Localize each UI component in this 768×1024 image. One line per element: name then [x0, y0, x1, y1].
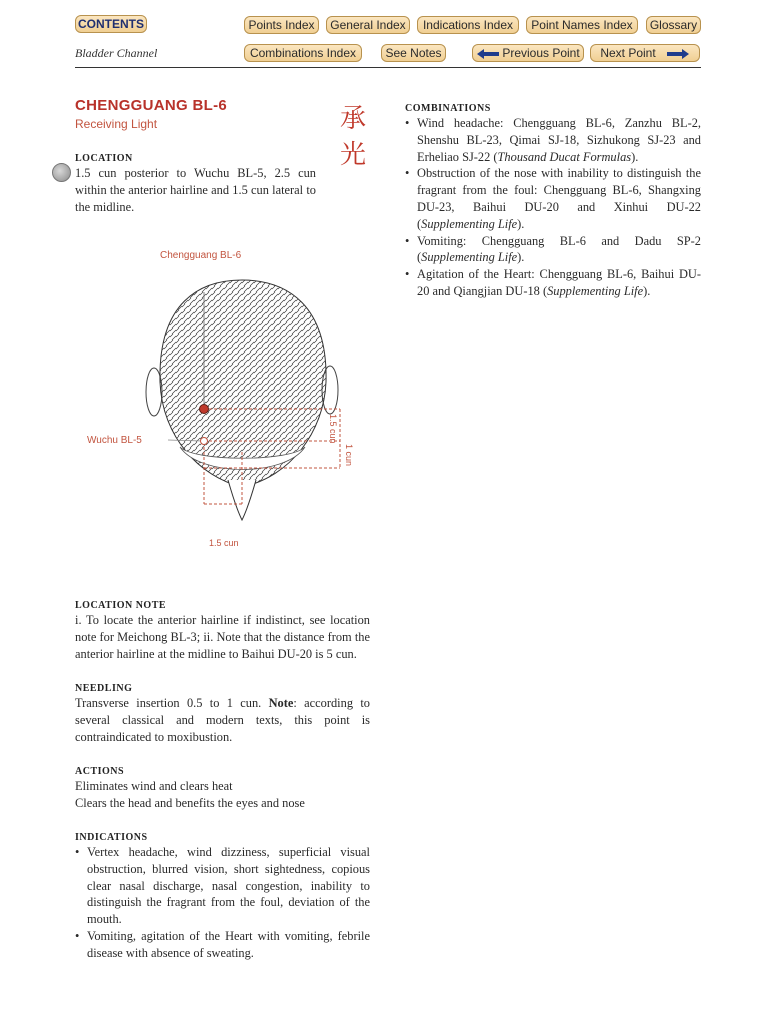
combination-item: • Agitation of the Heart: Chengguang BL-6, Baihui DU-20 and Qiangjian DU-18 (Supplementing Life). — [405, 266, 701, 300]
header-divider — [75, 67, 701, 68]
location-note-text: i. To locate the anterior hairline if indistinct, see location note for Meichong BL-3; ii. Note that the distance from the anterior hairline at the midline to Baihui DU-20 is 5 cun. — [75, 613, 370, 661]
combination-source: Supplementing Life — [421, 216, 518, 231]
wuchu-point-marker — [201, 438, 208, 445]
indication-item: • Vomiting, agitation of the Heart with vomiting, febrile disease with absence of sweating. — [75, 928, 370, 962]
chinese-name — [333, 101, 373, 173]
diagram-label-1-cun: 1 cun — [344, 444, 354, 467]
diagram-label-wuchu: Wuchu BL-5 — [87, 435, 142, 446]
combinations-index-button[interactable]: Combinations Index — [244, 44, 362, 62]
previous-point-button[interactable] — [472, 44, 584, 62]
combinations-list — [405, 115, 701, 300]
needling-text-before: Transverse insertion 0.5 to 1 cun. — [75, 696, 269, 710]
location-text: 1.5 cun posterior to Wuchu BL-5, 2.5 cun within the anterior hairline and 1.5 cun lateral to the midline. — [75, 166, 316, 214]
see-notes-button[interactable]: See Notes — [381, 44, 446, 62]
arrow-left-icon — [476, 48, 500, 60]
needling-note-label: Note — [268, 696, 294, 710]
channel-label: Bladder Channel — [75, 46, 158, 60]
indication-item: • Vertex headache, wind dizziness, superficial visual obstruction, blurred vision, short sightedness, copious clear nasal discharge, nasal congestion, inability to distinguish the fragrant from the foul, deviation of the mouth. — [75, 844, 370, 928]
combination-item: • Vomiting: Chengguang BL-6 and Dadu SP-2 (Supplementing Life). — [405, 233, 701, 267]
diagram-label-1-5-cun-horizontal: 1.5 cun — [209, 538, 239, 548]
next-point-label: Next Point — [600, 46, 656, 60]
point-title: CHENGGUANG BL-6 — [75, 97, 228, 114]
needling-text — [75, 695, 370, 745]
contents-button[interactable]: CONTENTS — [75, 15, 147, 33]
action-item: Clears the head and benefits the eyes and nose — [75, 795, 305, 810]
actions-list — [75, 778, 370, 812]
combinations-heading: COMBINATIONS — [405, 103, 491, 114]
location-audio-icon[interactable] — [52, 163, 71, 182]
combination-source: Supplementing Life — [547, 283, 644, 298]
general-index-button[interactable]: General Index — [326, 16, 410, 34]
diagram-label-chengguang: Chengguang BL-6 — [160, 250, 242, 261]
actions-heading: ACTIONS — [75, 766, 125, 777]
combination-source: Supplementing Life — [421, 250, 518, 265]
chengguang-point-marker — [200, 405, 209, 414]
head-diagram — [140, 262, 440, 562]
indications-list — [75, 844, 370, 962]
needling-text-after: : according to several classical and modern texts, this point is contraindicated to moxibustion. — [75, 696, 370, 744]
point-subtitle: Receiving Light — [75, 117, 158, 131]
arrow-right-icon — [666, 48, 690, 60]
combination-source: Thousand Ducat Formulas — [497, 149, 632, 164]
indications-heading: INDICATIONS — [75, 832, 148, 843]
skull — [160, 280, 326, 487]
chinese-char-1: 承 — [339, 104, 366, 133]
combination-item: • Wind headache: Chengguang BL-6, Zanzhu BL-2, Shenshu BL-23, Qimai SJ-18, Sizhukong SJ-23 and Erheliao SJ-22 (Thousand Ducat Formulas). — [405, 115, 701, 165]
chinese-char-2: 光 — [339, 140, 366, 169]
glossary-button[interactable]: Glossary — [646, 16, 701, 34]
next-point-button[interactable] — [590, 44, 700, 62]
indications-index-button[interactable]: Indications Index — [417, 16, 519, 34]
needling-heading: NEEDLING — [75, 683, 133, 694]
location-heading: LOCATION — [75, 153, 133, 164]
diagram-label-1-5-cun-vertical: 1.5 cun — [328, 414, 338, 444]
action-item: Eliminates wind and clears heat — [75, 779, 233, 793]
points-index-button[interactable]: Points Index — [244, 16, 319, 34]
location-note-heading: LOCATION NOTE — [75, 600, 167, 611]
previous-point-label: Previous Point — [502, 46, 580, 60]
point-names-index-button[interactable]: Point Names Index — [526, 16, 638, 34]
combination-item: • Obstruction of the nose with inability to distinguish the fragrant from the foul: Chengguang BL-6, Shangxing DU-23, Baihui DU-20 and Xinhui DU-22 (Supplementing Life). — [405, 165, 701, 232]
